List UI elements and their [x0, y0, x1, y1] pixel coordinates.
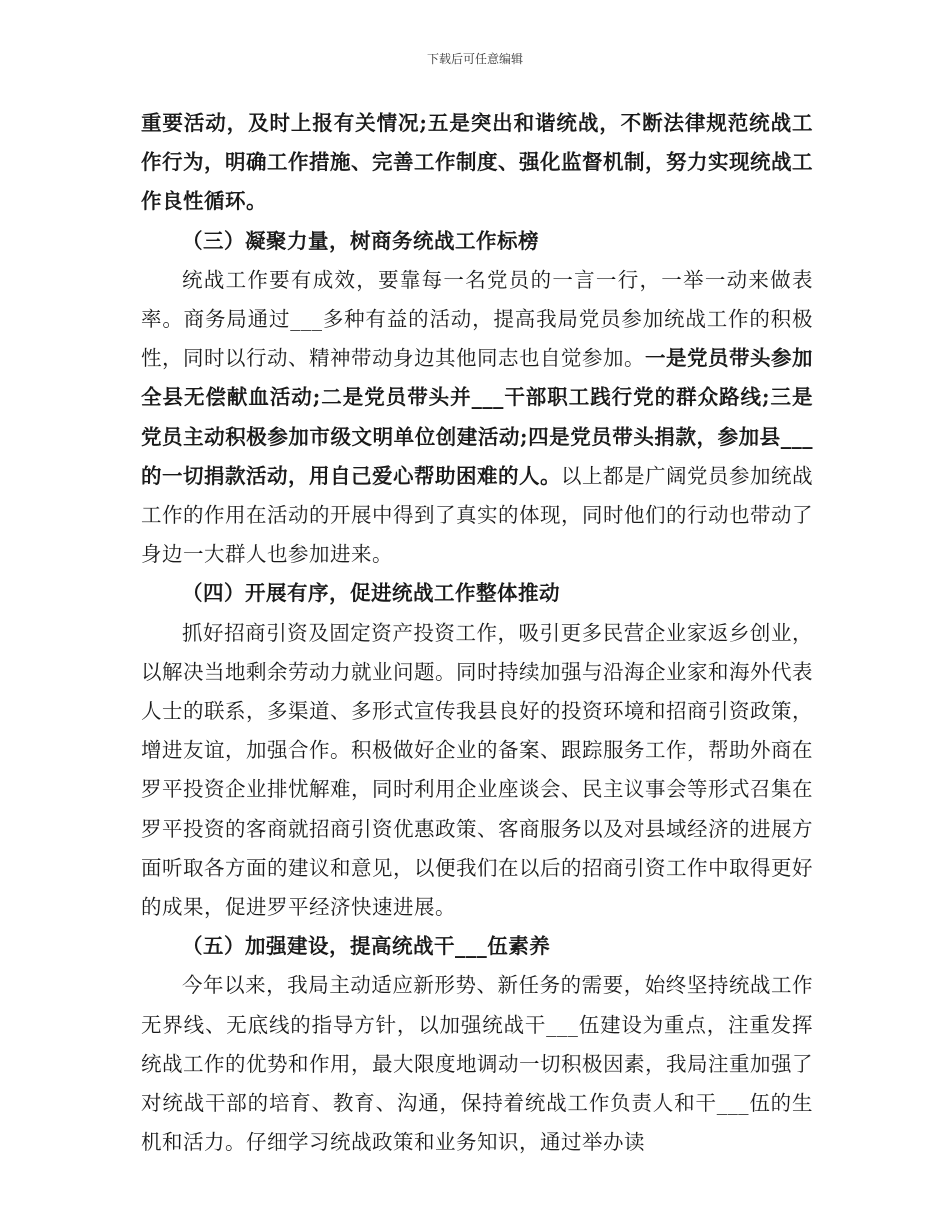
section-heading-5: （五）加强建设，提高统战干___伍素养 [182, 934, 551, 959]
page-header: 下载后可任意编辑 [426, 52, 523, 66]
section-heading-3: （三）凝聚力量，树商务统战工作标榜 [182, 228, 539, 253]
paragraph-bold-text: 一是党员带头参加全县无偿献血活动;二是党员带头并___干部职工践行党的群众路线;三是党员主动积极参加市级文明单位创建活动;四是党员带头捐款，参加县___的一切捐款活动，用自己爱心帮助困难的人。 [141, 346, 813, 488]
paragraph-bold-text: 重要活动，及时上报有关情况;五是突出和谐统战，不断法律规范统战工作行为，明确工作措施、完善工作制度、强化监督机制，努力实现统战工作良性循环。 [141, 111, 813, 214]
section-heading-4: （四）开展有序，促进统战工作整体推动 [182, 581, 560, 606]
paragraph-section-3 [141, 261, 813, 575]
paragraph-section-4: 抓好招商引资及固定资产投资工作，吸引更多民营企业家返乡创业，以解决当地剩余劳动力就业问题。同时持续加强与沿海企业家和海外代表人士的联系，多渠道、多形式宣传我县良好的投资环境和招商引资政策，增进友谊，加强合作。积极做好企业的备案、跟踪服务工作，帮助外商在罗平投资企业排忧解难，同时利用企业座谈会、民主议事会等形式召集在罗平投资的客商就招商引资优惠政策、客商服务以及对县域经济的进展方面听取各方面的建议和意见，以便我们在以后的招商引资工作中取得更好的成果，促进罗平经济快速进展。 [141, 620, 813, 920]
paragraph-continued [141, 104, 813, 222]
paragraph-section-5: 今年以来，我局主动适应新形势、新任务的需要，始终坚持统战工作无界线、无底线的指导方针，以加强统战干___伍建设为重点，注重发挥统战工作的优势和作用，最大限度地调动一切积极因素，我局注重加强了对统战干部的培育、教育、沟通，保持着统战工作负责人和干___伍的生机和活力。仔细学习统战政策和业务知识，通过举办读 [141, 973, 813, 1155]
paragraph-text: 统战工作要有成效，要靠每一名党员的一言一行，一举一动来做表率。商务局通过___多种有益的活动，提高我局党员参加统战工作的积极性，同时以行动、精神带动身边其他同志也自觉参加。 [141, 267, 813, 371]
paragraph-text: 以上都是广阔党员参加统战工作的作用在活动的开展中得到了真实的体现，同时他们的行动也带动了身边一大群人也参加进来。 [141, 463, 813, 567]
document-body [141, 104, 813, 1162]
